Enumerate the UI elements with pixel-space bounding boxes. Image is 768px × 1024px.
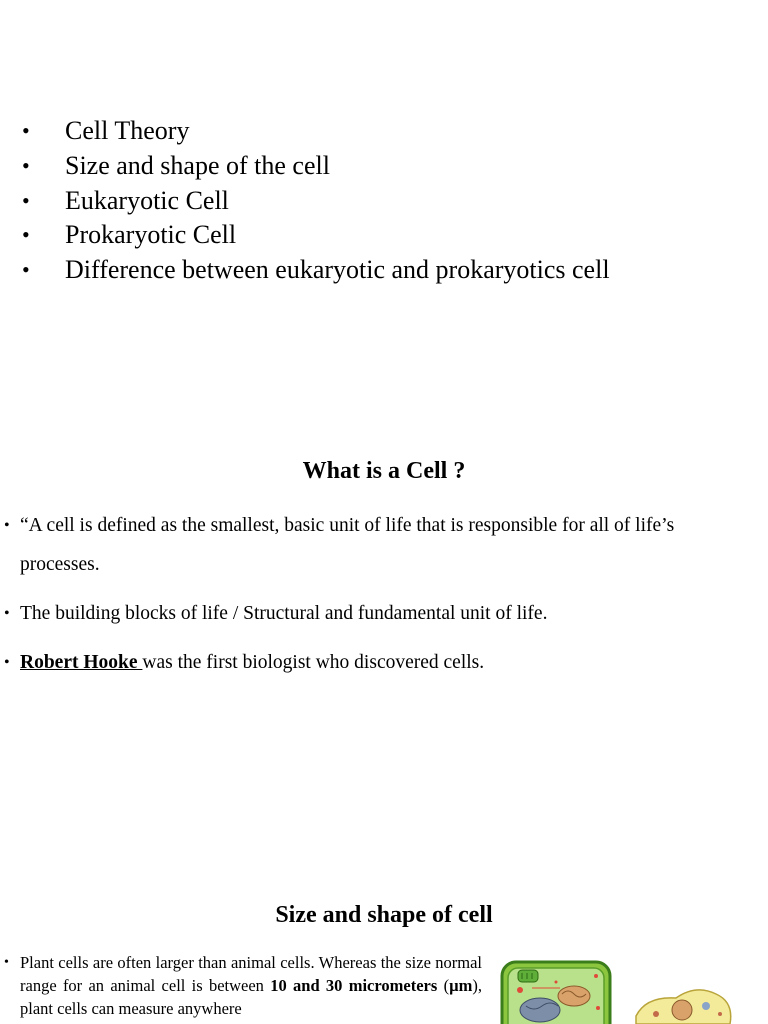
robert-hooke-bullet bbox=[0, 643, 768, 682]
bullet: • bbox=[22, 187, 30, 213]
topic-item bbox=[0, 114, 768, 149]
unit-bold: µm bbox=[449, 976, 473, 995]
size-shape-paragraph bbox=[0, 951, 482, 1020]
size-range-bold: 10 and 30 micrometers bbox=[270, 976, 438, 995]
topic-label: Cell Theory bbox=[65, 116, 190, 145]
bullet: • bbox=[4, 517, 10, 534]
topic-label: Size and shape of the cell bbox=[65, 150, 330, 180]
bullet: • bbox=[22, 118, 30, 143]
topic-item bbox=[0, 149, 768, 184]
topic-label: Difference between eukaryotic and prokaryotics cell bbox=[65, 255, 610, 285]
topic-item bbox=[0, 218, 768, 253]
what-is-cell-title: What is a Cell ? bbox=[302, 458, 466, 484]
size-text-part3: ), plant cells can measure anywhere bbox=[20, 976, 482, 1018]
bullet: • bbox=[22, 222, 30, 248]
topic-item bbox=[0, 184, 768, 219]
building-blocks-bullet bbox=[0, 594, 768, 633]
size-text-part1: Plant cells are often larger than animal cells. Whereas the size normal range for an animal cell is between bbox=[20, 953, 482, 995]
bullet: • bbox=[4, 654, 10, 671]
topic-label: Prokaryotic Cell bbox=[65, 220, 237, 250]
topic-item bbox=[0, 253, 768, 288]
bullet: • bbox=[4, 955, 9, 970]
cell-illustrations bbox=[496, 956, 768, 1024]
plant-cell-image bbox=[502, 962, 610, 1024]
what-is-cell-bullets bbox=[0, 506, 768, 682]
bullet: • bbox=[22, 152, 30, 178]
definition-text: “A cell is defined as the smallest, basic unit of life that is responsible for all of life’s processes. bbox=[20, 515, 675, 575]
topics-list bbox=[0, 114, 768, 288]
topic-label: Eukaryotic Cell bbox=[65, 185, 229, 215]
bullet: • bbox=[22, 257, 30, 283]
building-blocks-text: The building blocks of life / Structural and fundamental unit of life. bbox=[20, 603, 548, 624]
size-shape-title: Size and shape of cell bbox=[275, 902, 493, 928]
robert-hooke-link[interactable]: Robert Hooke bbox=[20, 652, 143, 673]
animal-cell-image bbox=[636, 990, 731, 1024]
robert-hooke-text: was the first biologist who discovered cells. bbox=[142, 652, 485, 673]
bullet: • bbox=[4, 605, 10, 622]
size-text-part2: ( bbox=[437, 976, 450, 995]
definition-bullet bbox=[0, 506, 768, 584]
